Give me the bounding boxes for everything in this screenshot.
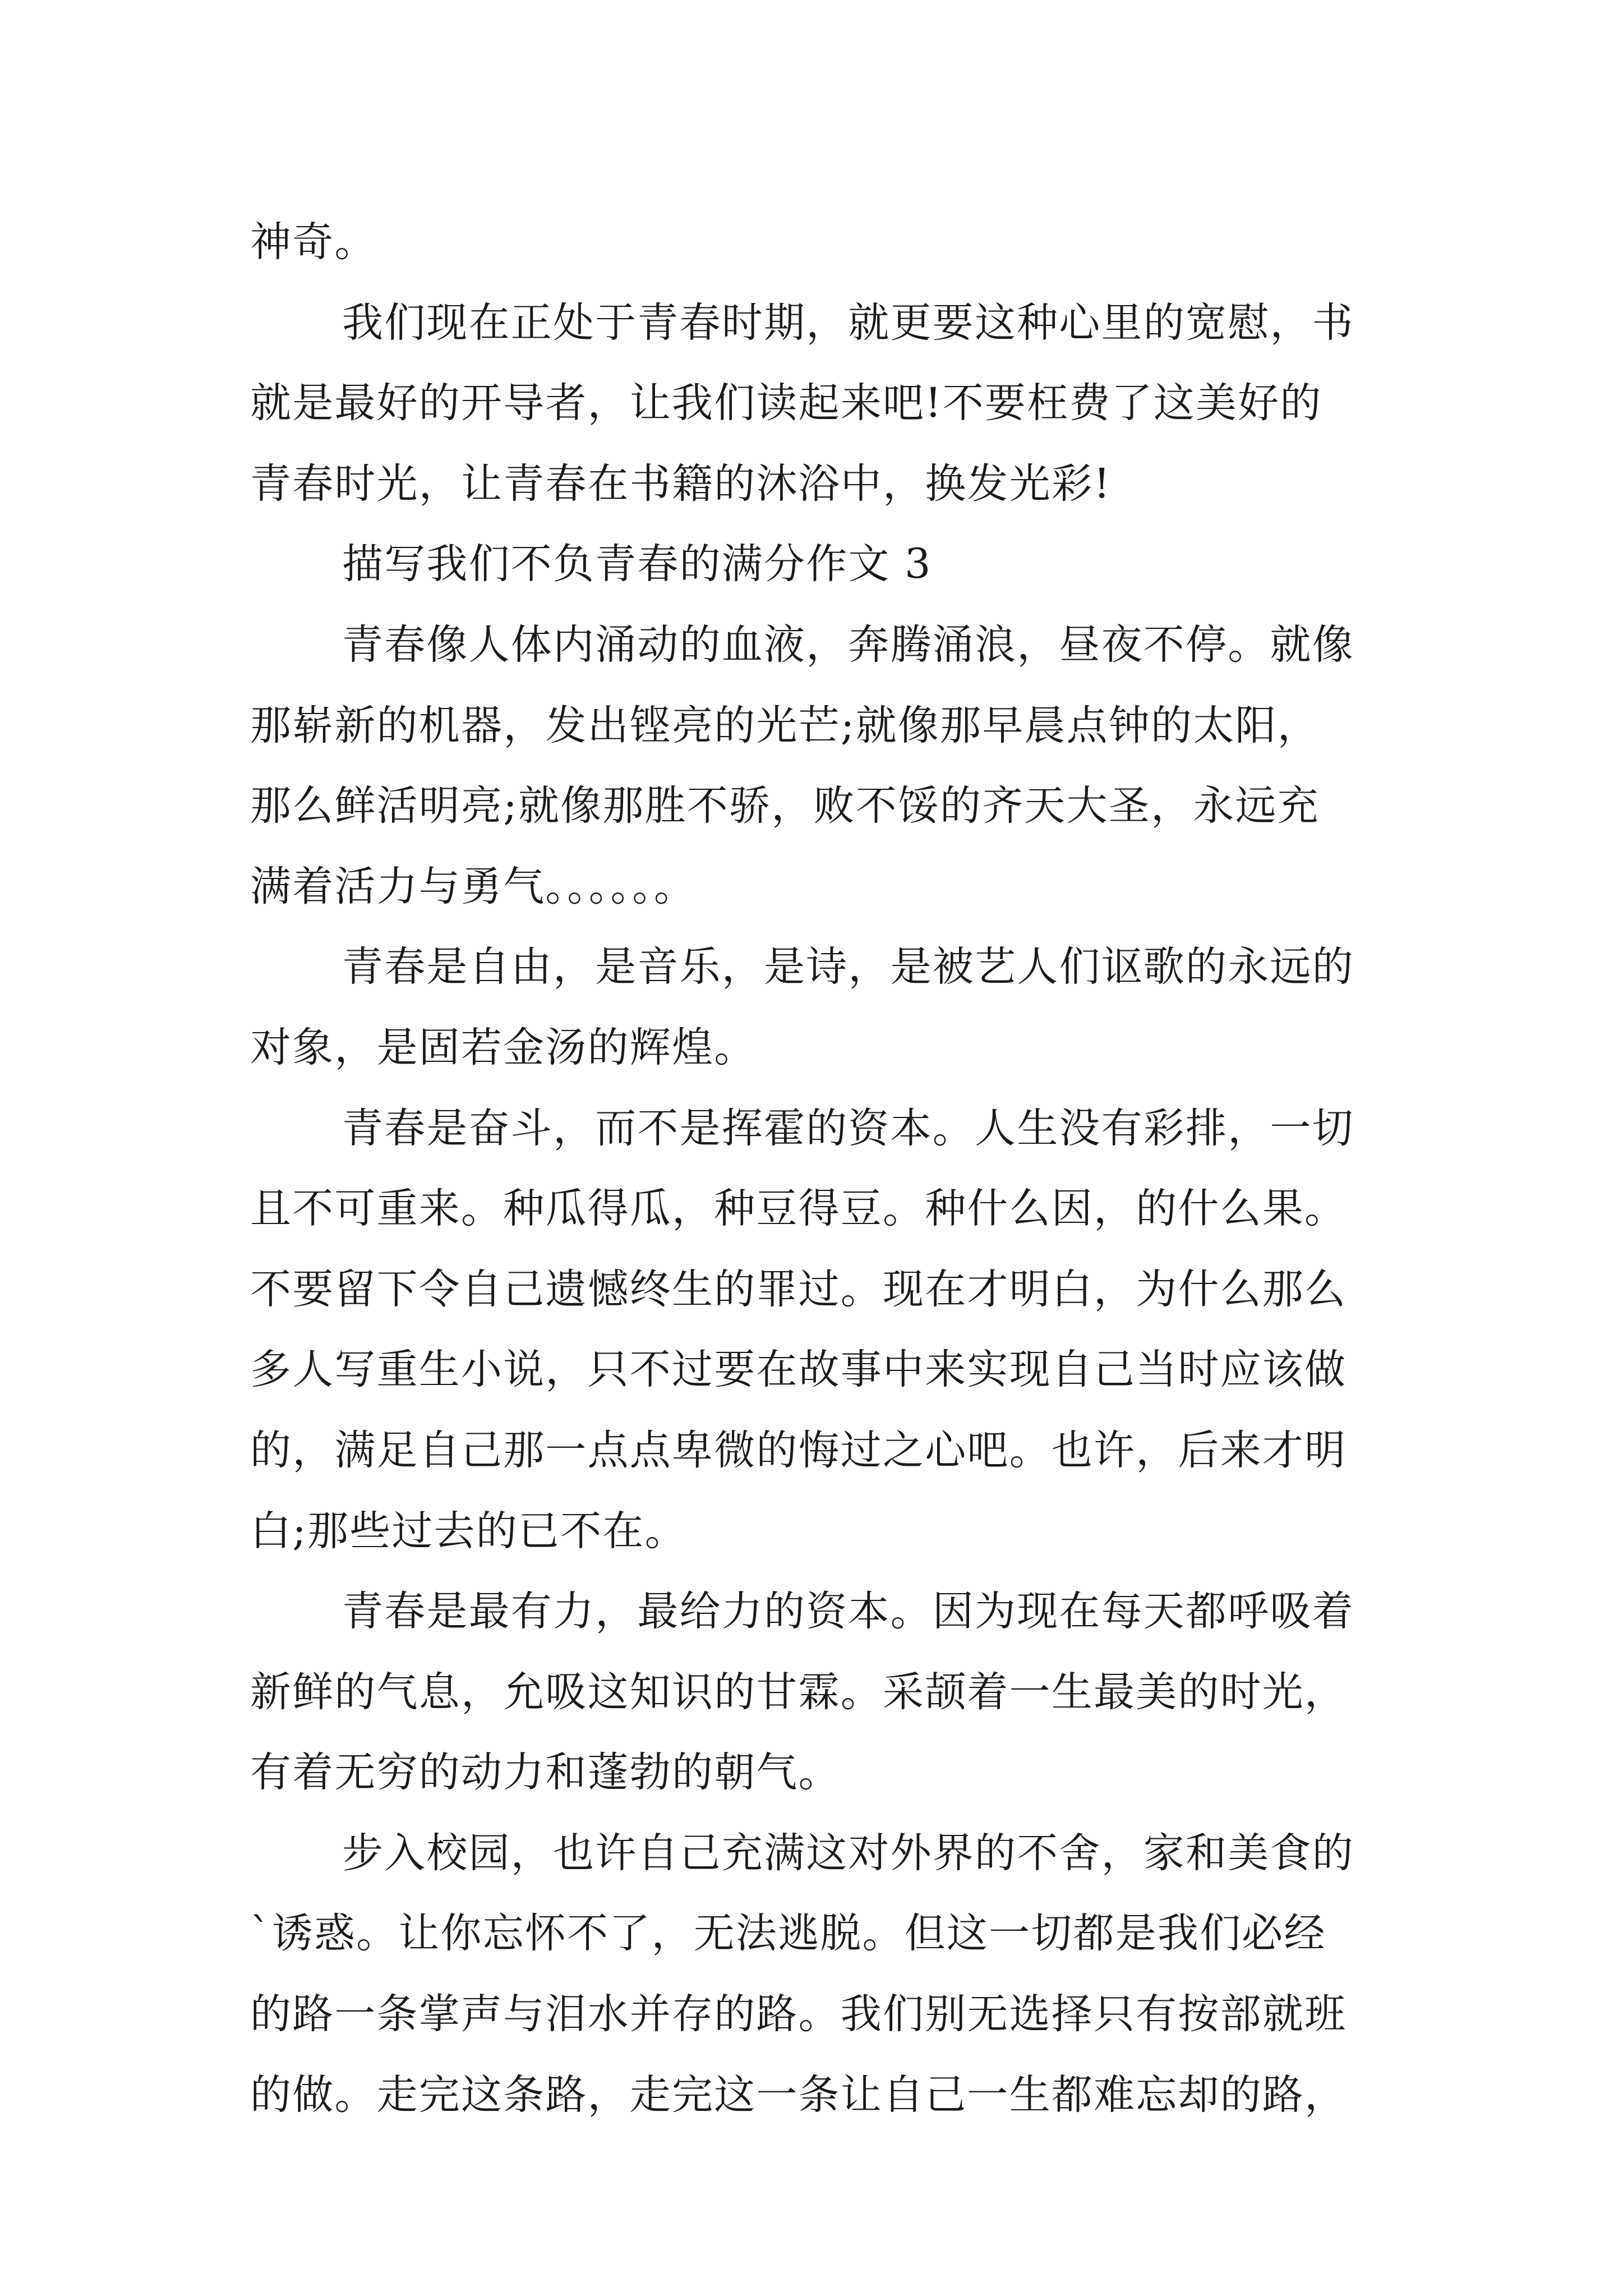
text-line: 步入校园，也许自己充满这对外界的不舍，家和美食的	[342, 1829, 1354, 1877]
section-heading: 描写我们不负青春的满分作文 3	[342, 540, 932, 588]
text-line: 那么鲜活明亮;就像那胜不骄，败不馁的齐天大圣，永远充	[250, 782, 1320, 830]
text-line: 多人写重生小说，只不过要在故事中来实现自己当时应该做	[250, 1346, 1347, 1394]
text-line: 青春像人体内涌动的血液，奔腾涌浪，昼夜不停。就像	[342, 620, 1354, 669]
text-line: 有着无穷的动力和蓬勃的朝气。	[250, 1749, 841, 1797]
text-line: 对象，是固若金汤的辉煌。	[250, 1023, 757, 1071]
essay-text-body	[250, 202, 1377, 2135]
text-line: 且不可重来。种瓜得瓜，种豆得豆。种什么因，的什么果。	[250, 1185, 1347, 1233]
text-line: 我们现在正处于青春时期，就更要这种心里的宽慰，书	[342, 298, 1354, 347]
text-line: 白;那些过去的已不在。	[250, 1507, 687, 1555]
text-line: 就是最好的开导者，让我们读起来吧!不要枉费了这美好的	[250, 379, 1322, 427]
text-line: 新鲜的气息，允吸这知识的甘霖。采颉着一生最美的时光，	[250, 1668, 1347, 1716]
text-line: 的路一条掌声与泪水并存的路。我们别无选择只有按部就班	[250, 1990, 1347, 2039]
text-line: `诱惑。让你忘怀不了，无法逃脱。但这一切都是我们必经	[250, 1910, 1326, 1958]
text-line: 的做。走完这条路，走完这一条让自己一生都难忘却的路，	[250, 2070, 1347, 2119]
text-line: 青春是自由，是音乐，是诗，是被艺人们讴歌的永远的	[342, 943, 1354, 991]
text-line: 不要留下令自己遗憾终生的罪过。现在才明白，为什么那么	[250, 1265, 1347, 1313]
text-line: 的，满足自己那一点点卑微的悔过之心吧。也许，后来才明	[250, 1426, 1347, 1474]
text-line: 那崭新的机器，发出铿亮的光芒;就像那早晨点钟的太阳，	[250, 701, 1320, 749]
text-line: 神奇。	[250, 218, 377, 266]
text-line: 满着活力与勇气。。。。。。	[250, 862, 697, 910]
text-line: 青春是最有力，最给力的资本。因为现在每天都呼吸着	[342, 1588, 1354, 1636]
text-line: 青春时光，让青春在书籍的沐浴中，换发光彩!	[250, 459, 1112, 508]
text-line: 青春是奋斗，而不是挥霍的资本。人生没有彩排，一切	[342, 1104, 1354, 1152]
